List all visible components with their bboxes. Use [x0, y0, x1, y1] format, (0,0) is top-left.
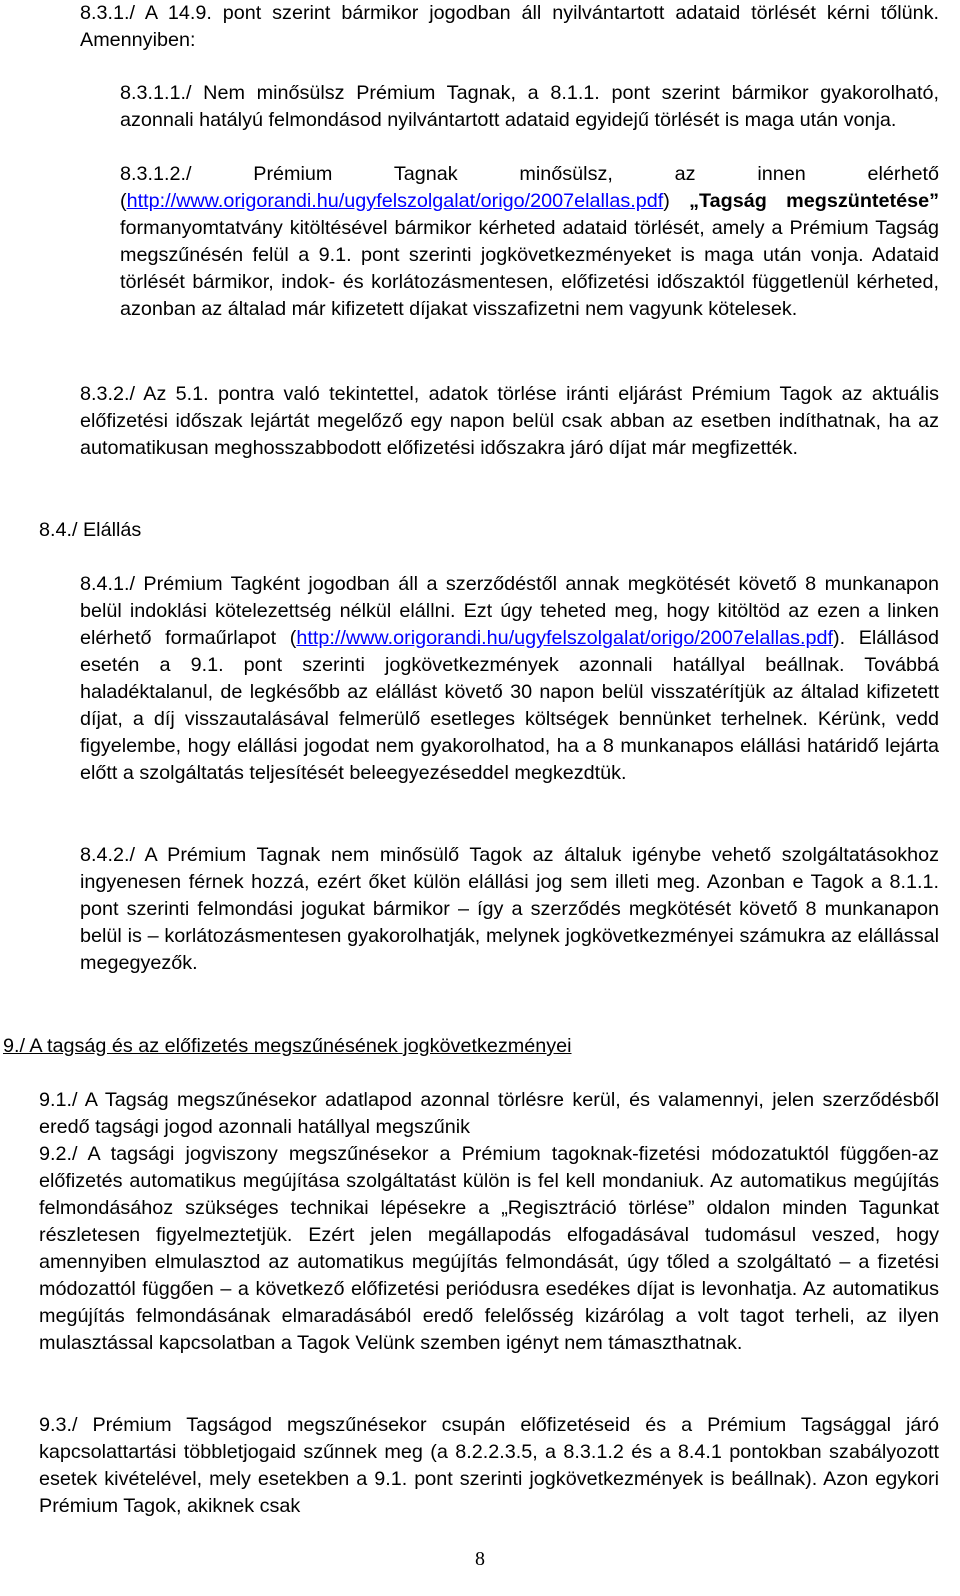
- paragraph-8-3-1: 8.3.1./ A 14.9. pont szerint bármikor jogodban áll nyilvántartott adataid törlését kérni tőlünk. Amennyiben:: [80, 2, 939, 51]
- form-link[interactable]: http://www.origorandi.hu/ugyfelszolgalat/origo/2007elallas.pdf: [296, 627, 833, 649]
- section-heading-9: 9./ A tagság és az előfizetés megszűnésének jogkövetkezményei: [3, 1035, 572, 1057]
- paragraph-8-4-2: 8.4.2./ A Prémium Tagnak nem minősülő Tagok az általuk igénybe vehető szolgáltatásokhoz ingyenesen férnek hozzá, ezért őket külön elállási jog sem illeti meg. Azonban e Tagok a 8.1.1. pont szerinti felmondási jogukat bármikor – így a szerződés megkötését követő 8 munkanapon belül is – korlátozásmentesen gyakorolhatják, melynek jogkövetkezményei számukra az elállással megegyezők.: [80, 844, 939, 974]
- paragraph-text: ): [663, 190, 690, 212]
- paragraph-8-3-2: 8.3.2./ Az 5.1. pontra való tekintettel, adatok törlése iránti eljárást Prémium Tagok az aktuális előfizetési időszak lejártát megelőző egy napon belül csak abban az esetben indíthatnak, ha az automatikusan meghosszabbodott előfizetési időszakra járó díjat már megfizették.: [80, 383, 939, 459]
- paragraph-8-4-1: [80, 571, 939, 787]
- form-link[interactable]: http://www.origorandi.hu/ugyfelszolgalat/origo/2007elallas.pdf: [126, 190, 664, 212]
- section-heading-8-4: 8.4./ Elállás: [39, 519, 142, 541]
- paragraph-text: ). Elállásod esetén a 9.1. pont szerinti jogkövetkezmények azonnali hatállyal beállnak. Továbbá haladéktalanul, de legkésőbb az elállást követő 30 napon belül visszatérítjük az általad kifizetett díjat, a díj visszautalásával felmerülő esetleges költségek bennünket terhelnek. Kérünk, vedd figyelembe, hogy elállási jogodat nem gyakorolhatod, ha a 8 munkanapos elállási határidő lejárta előtt a szolgáltatás teljesítését beleegyezéseddel megkezdtük.: [80, 627, 939, 784]
- paragraph-8-3-1-1: 8.3.1.1./ Nem minősülsz Prémium Tagnak, a 8.1.1. pont szerint bármikor gyakorolható, azonnali hatályú felmondásod nyilvántartott adataid egyidejű törlését is maga után vonja.: [120, 82, 939, 131]
- form-title: „Tagság megszüntetése”: [689, 190, 939, 212]
- paragraph-text: formanyomtatvány kitöltésével bármikor kérheted adataid törlését, amely a Prémium Tagság megszűnésén felül a 9.1. pont szerinti jogkövetkezményeket is maga után vonja. Adataid törlését bármikor, indok- és korlátozásmentesen, előfizetési időszaktól függetlenül kérheted, azonban az általad már kifizetett díjakat visszafizetni nem vagyunk kötelesek.: [120, 217, 939, 320]
- paragraph-9-2: 9.2./ A tagsági jogviszony megszűnésekor a Prémium tagoknak-fizetési módozatuktól függően-az előfizetés automatikus megújítása szolgáltatást külön is fel kell mondaniuk. Az automatikus megújítás felmondásához szükséges technikai lépésekre a „Regisztráció törlése” oldalon minden Tagunkat részletesen figyelmeztetjük. Ezért jelen megállapodás elfogadásával tudomásul veszed, hogy amennyiben elmulasztod az automatikus megújítás felmondását, úgy tőled a szolgáltató – a fizetési módozattól függően – a következő előfizetési periódusra esedékes díjat is levonhatja. Az automatikus megújítás felmondásának elmaradásából eredő felelősség kizárólag a volt tagot terheli, az ilyen mulasztással kapcsolatban a Tagok Velünk szemben igényt nem támaszthatnak.: [39, 1143, 939, 1354]
- page-number: 8: [475, 1548, 485, 1570]
- paragraph-8-3-1-2: [120, 161, 939, 323]
- paragraph-9-3: 9.3./ Prémium Tagságod megszűnésekor csupán előfizetéseid és a Prémium Tagsággal járó kapcsolattartási többletjogaid szűnnek meg (a 8.2.2.3.5, a 8.3.1.2 és a 8.4.1 pontokban szabályozott esetek kivételével, mely esetekben a 9.1. pont szerinti jogkövetkezmények is beállnak). Azon egykori Prémium Tagok, akiknek csak: [39, 1414, 939, 1517]
- paragraph-9-1: 9.1./ A Tagság megszűnésekor adatlapod azonnal törlésre kerül, és valamennyi, jelen szerződésből eredő tagsági jogod azonnali hatállyal megszűnik: [39, 1089, 939, 1138]
- paragraph-text: 8.3.1.2./ Prémium Tagnak minősülsz, az innen elérhető (: [120, 163, 939, 212]
- paragraph-text: 8.4.1./ Prémium Tagként jogodban áll a szerződéstől annak megkötését követő 8 munkanapon belül indoklási kötelezettség nélkül elállni. Ezt úgy teheted meg, hogy kitöltöd az ezen a linken elérhető formaűrlapot (: [80, 573, 939, 649]
